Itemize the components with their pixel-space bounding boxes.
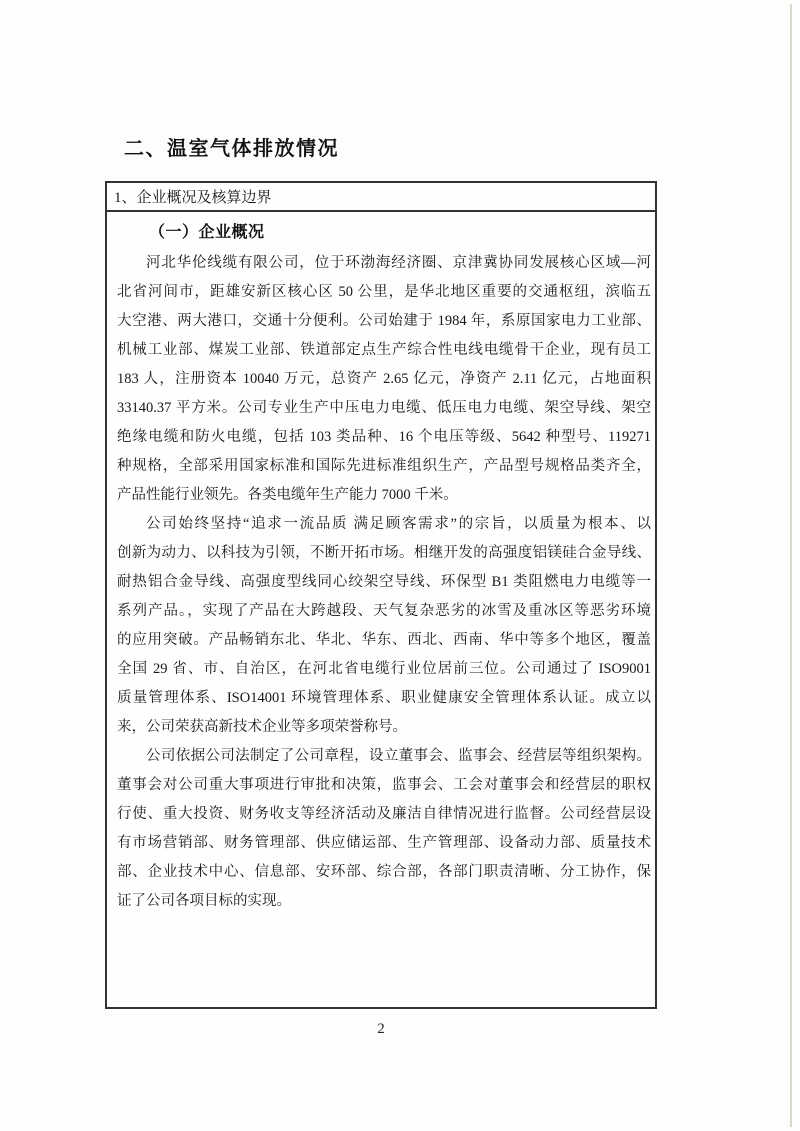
text-line: 证了公司各项目标的实现。 [117, 893, 291, 909]
text-line: 耐热铝合金导线、高强度型线同心绞架空导线、环保型 B1 类阻燃电力电缆等一 [117, 574, 651, 590]
table-body-cell [107, 212, 655, 916]
page-title: 二、温室气体排放情况 [124, 138, 339, 160]
text-line: 33140.37 平方米。公司专业生产中压电力电缆、低压电力电缆、架空导线、架空 [117, 400, 651, 416]
text-line: 183 人，注册资本 10040 万元，总资产 2.65 亿元，净资产 2.11 亿元，占地面积 [117, 371, 651, 387]
text-line: 部、企业技术中心、信息部、安环部、综合部，各部门职责清晰、分工协作，保 [117, 864, 651, 880]
text-line: 全国 29 省、市、自治区，在河北省电缆行业位居前三位。公司通过了 ISO9001 [117, 661, 651, 677]
text-line: 种规格，全部采用国家标准和国际先进标准组织生产，产品型号规格品类齐全， [117, 458, 651, 474]
text-line: 系列产品。，实现了产品在大跨越段、天气复杂恶劣的冰雪及重冰区等恶劣环境 [117, 603, 651, 619]
text-line: 有市场营销部、财务管理部、供应储运部、生产管理部、设备动力部、质量技术 [117, 835, 651, 851]
paragraph-governance [117, 742, 651, 916]
text-line: 董事会对公司重大事项进行审批和决策，监事会、工会对董事会和经营层的职权 [117, 777, 651, 793]
table-header-label: 1、企业概况及核算边界 [114, 190, 272, 206]
scan-edge-line [790, 4, 792, 1127]
table-header-row [107, 183, 655, 212]
text-line: 的应用突破。产品畅销东北、华北、华东、西北、西南、华中等多个地区，覆盖 [117, 632, 651, 648]
text-line: 行使、重大投资、财务收支等经济活动及廉洁自律情况进行监督。公司经营层设 [117, 806, 651, 822]
text-line: 北省河间市，距雄安新区核心区 50 公里，是华北地区重要的交通枢纽，滨临五 [117, 284, 651, 300]
paragraph-company-profile [117, 249, 651, 510]
section-heading: （一）企业概况 [149, 224, 265, 241]
text-line: 来，公司荣获高新技术企业等多项荣誉称号。 [117, 719, 407, 735]
text-line: 公司始终坚持“追求一流品质 满足顾客需求”的宗旨，以质量为根本、以 [146, 516, 651, 532]
text-line: 绝缘电缆和防火电缆，包括 103 类品种、16 个电压等级、5642 种型号、119271 [117, 429, 651, 445]
paragraph-quality-market [117, 510, 651, 742]
text-line: 质量管理体系、ISO14001 环境管理体系、职业健康安全管理体系认证。成立以 [117, 690, 651, 706]
text-line: 公司依据公司法制定了公司章程，设立董事会、监事会、经营层等组织架构。 [146, 748, 651, 764]
text-line: 大空港、两大港口，交通十分便利。公司始建于 1984 年，系原国家电力工业部、 [117, 313, 651, 329]
page-number: 2 [377, 1021, 385, 1037]
text-line: 创新为动力、以科技为引领，不断开拓市场。相继开发的高强度铝镁硅合金导线、 [117, 545, 651, 561]
text-line: 河北华伦线缆有限公司，位于环渤海经济圈、京津冀协同发展核心区域—河 [146, 255, 651, 271]
enterprise-overview-table [105, 181, 657, 1009]
text-line: 机械工业部、煤炭工业部、铁道部定点生产综合性电线电缆骨干企业，现有员工 [117, 342, 651, 358]
text-line: 产品性能行业领先。各类电缆年生产能力 7000 千米。 [117, 487, 458, 503]
